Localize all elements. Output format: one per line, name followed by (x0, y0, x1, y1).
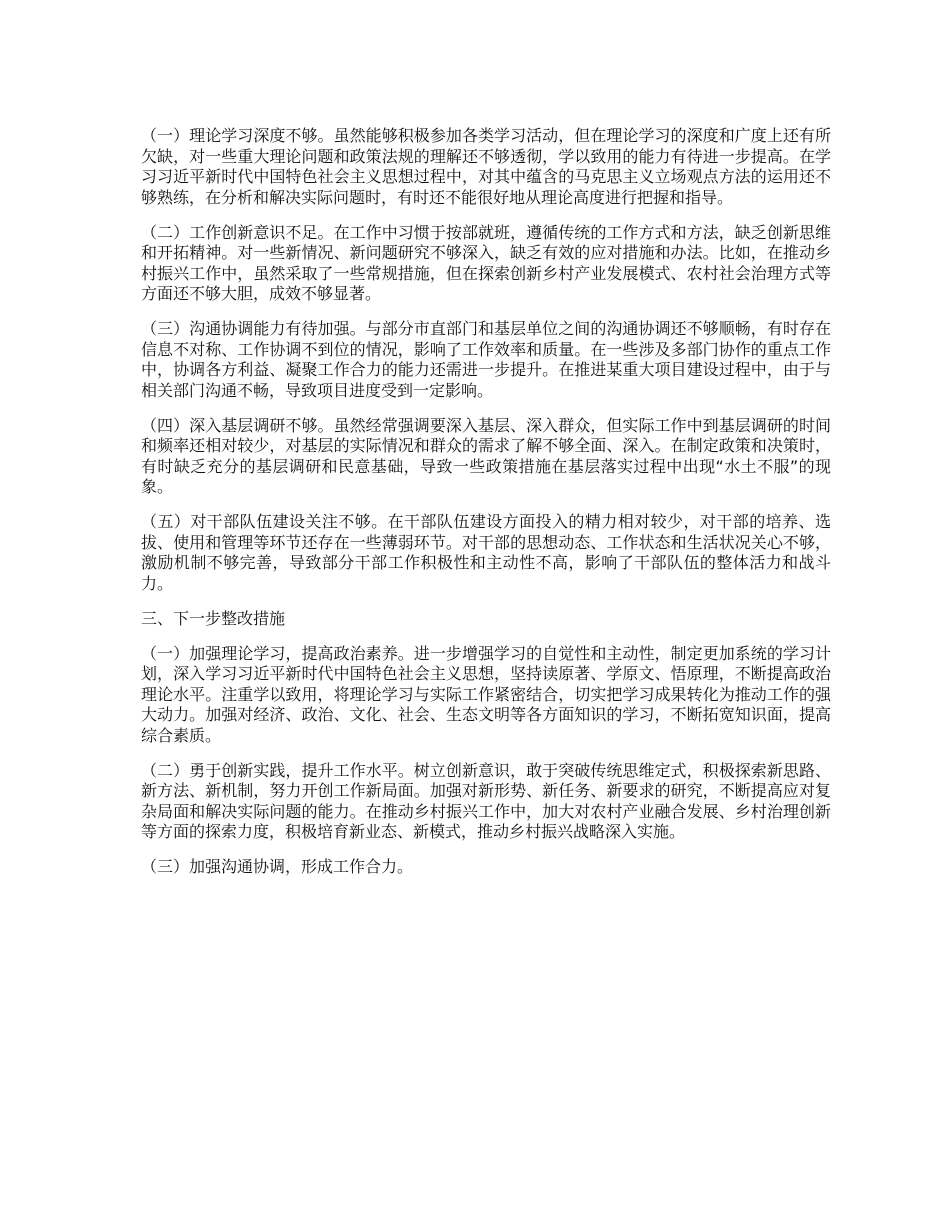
section-heading-next-steps: 三、下一步整改措施 (141, 608, 286, 628)
paragraph-problem-4: （四）深入基层调研不够。虽然经常强调要深入基层、深入群众，但实际工作中到基层调研的时间和频率还相对较少，对基层的实际情况和群众的需求了解不够全面、深入。在制定政策和决策时，有时缺乏充分的基层调研和民意基础，导致一些政策措施在基层落实过程中出现“水土不服”的现象。 (141, 415, 831, 496)
paragraph-measure-3: （三）加强沟通协调，形成工作合力。 (141, 857, 414, 876)
paragraph-problem-3: （三）沟通协调能力有待加强。与部分市直部门和基层单位之间的沟通协调还不够顺畅，有时存在信息不对称、工作协调不到位的情况，影响了工作效率和质量。在一些涉及多部门协作的重点工作中，协调各方利益、凝聚工作合力的能力还需进一步提升。在推进某重大项目建设过程中，由于与相关部门沟通不畅，导致项目进度受到一定影响。 (141, 319, 831, 400)
paragraph-problem-2: （二）工作创新意识不足。在工作中习惯于按部就班，遵循传统的工作方式和方法，缺乏创新思维和开拓精神。对一些新情况、新问题研究不够深入，缺乏有效的应对措施和办法。比如，在推动乡村振兴工作中，虽然采取了一些常规措施，但在探索创新乡村产业发展模式、农村社会治理方式等方面还不够大胆，成效不够显著。 (141, 222, 831, 303)
paragraph-problem-1: （一）理论学习深度不够。虽然能够积极参加各类学习活动，但在理论学习的深度和广度上还有所欠缺，对一些重大理论问题和政策法规的理解还不够透彻，学以致用的能力有待进一步提高。在学习习近平新时代中国特色社会主义思想过程中，对其中蕴含的马克思主义立场观点方法的运用还不够熟练，在分析和解决实际问题时，有时还不能很好地从理论高度进行把握和指导。 (141, 126, 831, 207)
paragraph-problem-5: （五）对干部队伍建设关注不够。在干部队伍建设方面投入的精力相对较少，对干部的培养、选拔、使用和管理等环节还存在一些薄弱环节。对干部的思想动态、工作状态和生活状况关心不够，激励机制不够完善，导致部分干部工作积极性和主动性不高，影响了干部队伍的整体活力和战斗力。 (141, 512, 831, 593)
paragraph-measure-2: （二）勇于创新实践，提升工作水平。树立创新意识，敢于突破传统思维定式，积极探索新思路、新方法、新机制，努力开创工作新局面。加强对新形势、新任务、新要求的研究，不断提高应对复杂局面和解决实际问题的能力。在推动乡村振兴工作中，加大对农村产业融合发展、乡村治理创新等方面的探索力度，积极培育新业态、新模式，推动乡村振兴战略深入实施。 (141, 760, 831, 841)
paragraph-measure-1: （一）加强理论学习，提高政治素养。进一步增强学习的自觉性和主动性，制定更加系统的学习计划，深入学习习近平新时代中国特色社会主义思想，坚持读原著、学原文、悟原理，不断提高政治理论水平。注重学以致用，将理论学习与实际工作紧密结合，切实把学习成果转化为推动工作的强大动力。加强对经济、政治、文化、社会、生态文明等各方面知识的学习，不断拓宽知识面，提高综合素质。 (141, 643, 831, 745)
document-body (141, 126, 831, 892)
